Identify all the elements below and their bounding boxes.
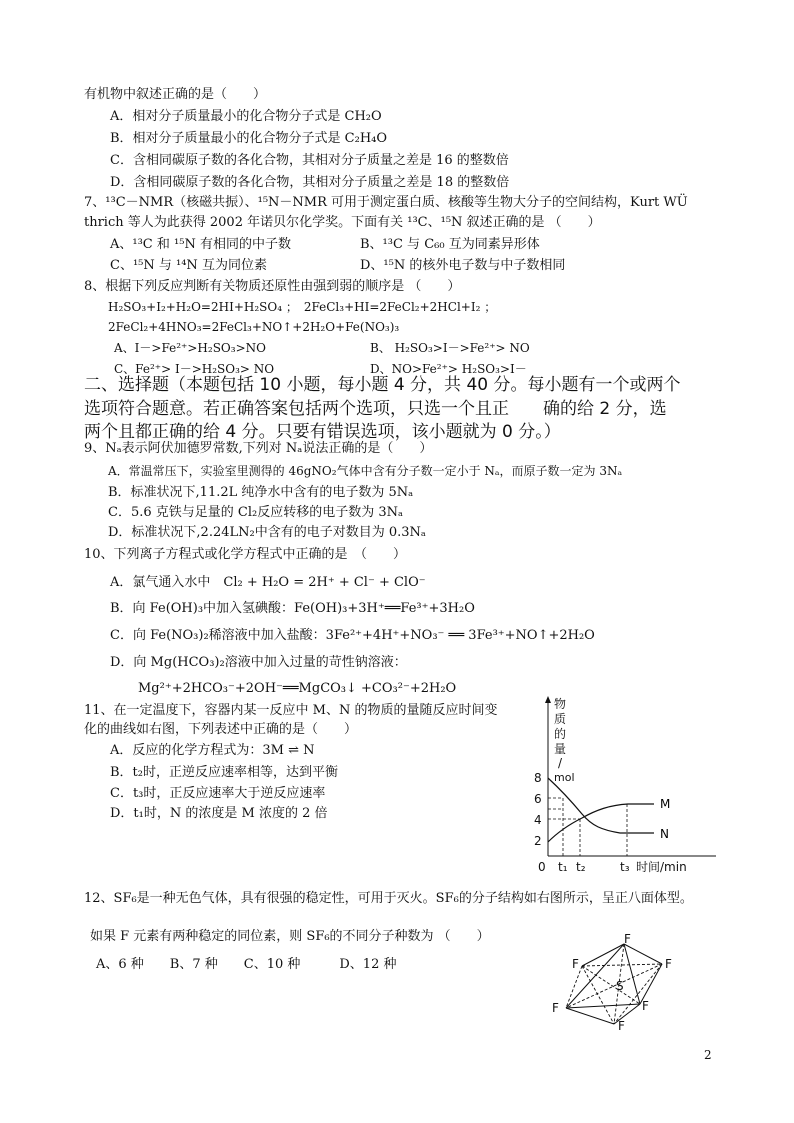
x-tick-label: t₁ [558,860,568,874]
x-tick-label: t₂ [576,860,586,874]
graph-ylabel-char: 质 [554,712,567,726]
q8-reaction-line2: 2FeCl₂+4HNO₃=2FeCl₃+NO↑+2H₂O+Fe(NO₃)₃ [108,320,400,334]
q8-option-a: A、I－>Fe²⁺>H₂SO₃>NO [114,341,266,355]
y-tick-label: 8 [534,771,542,785]
x-tick-label: t₃ [620,860,630,874]
atom-label-f: F [642,999,649,1013]
octahedron-hidden-edge [614,964,662,1024]
q10-option-c: C．向 Fe(NO₃)₂稀溶液中加入盐酸：3Fe²⁺+4H⁺+NO₃⁻ ══ 3Fe³⁺+NO↑+2H₂O [110,628,595,643]
octahedron-edge [566,944,624,1008]
octahedron-edge [624,944,662,964]
q12-stem-line1: 12、SF₆是一种无色气体，具有很强的稳定性，可用于灭火。SF₆的分子结构如右图所示，呈正八面体型。 [84,891,693,906]
section-heading-line1: 二、选择题（本题包括 10 小题，每小题 4 分，共 40 分。每小题有一个或两个 [84,375,681,395]
q6-stem: 有机物中叙述正确的是（ ） [84,87,267,102]
atom-label-f: F [552,1001,559,1015]
q7-option-d: D、¹⁵N 的核外电子数与中子数相同 [360,258,566,273]
q8-option-d: D、NO>Fe²⁺> H₂SO₃>I－ [370,362,527,376]
atom-label-f: F [665,957,672,971]
q6-option-d: D．含相同碳原子数的各化合物，其相对分子质量之差是 18 的整数倍 [110,175,510,190]
q10-option-d: D．向 Mg(HCO₃)₂溶液中加入过量的苛性钠溶液： [110,655,407,670]
graph-ylabel-char: 物 [554,697,567,711]
octahedron-edge [624,944,640,1004]
q6-option-c: C．含相同碳原子数的各化合物，其相对分子质量之差是 16 的整数倍 [110,153,509,168]
graph-ylabel-char: 的 [554,727,567,741]
atom-label-f: F [618,1019,625,1033]
x-axis-label: 时间/min [636,860,687,874]
curve-n [548,778,654,833]
q11-option-d: D．t₁时，N 的浓度是 M 浓度的 2 倍 [110,806,328,821]
q10-option-b: B．向 Fe(OH)₃中加入氢碘酸：Fe(OH)₃+3H⁺══Fe³⁺+3H₂O [110,601,475,616]
q7-stem-line1: 7、¹³C－NMR（核磁共振）、¹⁵N－NMR 可用于测定蛋白质、核酸等生物大分子的空间结构，Kurt WÜ [84,195,688,210]
atom-label-f: F [624,932,631,946]
q10-stem: 10、下列离子方程式或化学方程式中正确的是 （ ） [84,547,407,562]
y-tick-label: 2 [534,834,542,848]
graph-ylabel-char: / [558,756,563,770]
page-number: 2 [704,1048,712,1062]
y-tick-label: 6 [534,792,542,806]
q8-stem: 8、根据下列反应判断有关物质还原性由强到弱的顺序是 （ ） [84,279,461,294]
q8-option-b: B、 H₂SO₃>I－>Fe²⁺> NO [370,341,530,355]
q11-option-c: C．t₃时，正反应速率大于逆反应速率 [110,786,326,801]
atom-label-s: S [616,979,624,993]
q7-option-a: A、¹³C 和 ¹⁵N 有相同的中子数 [110,237,291,252]
graph-ylabel-char: 量 [554,742,567,756]
x-tick-label: 0 [538,860,546,874]
q11-option-a: A．反应的化学方程式为：3M ⇌ N [110,743,315,758]
y-axis-arrow [545,696,551,703]
q7-option-b: B、¹³C 与 C₆₀ 互为同素异形体 [360,237,540,252]
section-heading-line2: 选项符合题意。若正确答案包括两个选项，只选一个且正 确的给 2 分，选 [84,399,667,419]
q9-option-b: B．标准状况下,11.2L 纯净水中含有的电子数为 5Nₐ [108,485,414,500]
q11-stem-line1: 11、在一定温度下，容器内某一反应中 M、N 的物质的量随反应时间变 [84,703,498,718]
q11-option-b: B．t₂时，正逆反应速率相等，达到平衡 [110,765,338,780]
q9-stem: 9、Nₐ表示阿伏加德罗常数,下列对 Nₐ说法正确的是（ ） [84,441,433,456]
octahedron-edge [566,1004,640,1008]
octahedron-edge [582,944,624,966]
q7-stem-line2: thrich 等人为此获得 2002 年诺贝尔化学奖。下面有关 ¹³C、¹⁵N 叙述正确的是 （ ） [84,215,601,230]
q6-option-a: A．相对分子质量最小的化合物分子式是 CH₂O [110,109,382,124]
amount-vs-time-graph [520,694,720,876]
q10-option-d-equation: Mg²⁺+2HCO₃⁻+2OH⁻══MgCO₃↓ +CO₃²⁻+2H₂O [138,681,457,696]
q8-reaction-line1: H₂SO₃+I₂+H₂O=2HI+H₂SO₄ ； 2FeCl₃+HI=2FeCl₂+2HCl+I₂ ； [108,300,497,314]
curve-n-label: N [660,827,669,841]
q12-options: A、6 种 B、7 种 C、10 种 D、12 种 [96,957,397,972]
q9-option-a: A．常温常压下，实验室里测得的 46gNO₂气体中含有分子数一定小于 Nₐ，而原子数一定为 3Nₐ [108,464,623,478]
curve-m [548,804,654,842]
graph-ylabel-unit: mol [554,771,575,784]
curve-m-label: M [660,797,671,811]
octahedron-hidden-edge [582,964,662,966]
atom-label-f: F [572,957,579,971]
q11-stem-line2: 化的曲线如右图，下列表述中正确的是（ ） [84,722,358,737]
octahedron-edge [640,964,662,1004]
q9-option-d: D．标准状况下,2.24LN₂中含有的电子对数目为 0.3Nₐ [108,525,426,540]
section-heading-line3: 两个且都正确的给 4 分。只要有错误选项，该小题就为 0 分。） [84,422,561,442]
q8-option-c: C、Fe²⁺> I－>H₂SO₃> NO [114,362,275,376]
y-tick-label: 4 [534,813,542,827]
q7-option-c: C、¹⁵N 与 ¹⁴N 互为同位素 [110,258,267,273]
sf6-octahedron-diagram [544,930,684,1040]
q10-option-a: A．氯气通入水中 Cl₂ + H₂O = 2H⁺ + Cl⁻ + ClO⁻ [110,575,426,590]
q12-stem-line2: 如果 F 元素有两种稳定的同位素，则 SF₆的不同分子种数为 （ ） [90,929,490,944]
q6-option-b: B．相对分子质量最小的化合物分子式是 C₂H₄O [110,131,388,146]
q9-option-c: C．5.6 克铁与足量的 Cl₂反应转移的电子数为 3Nₐ [108,505,403,520]
